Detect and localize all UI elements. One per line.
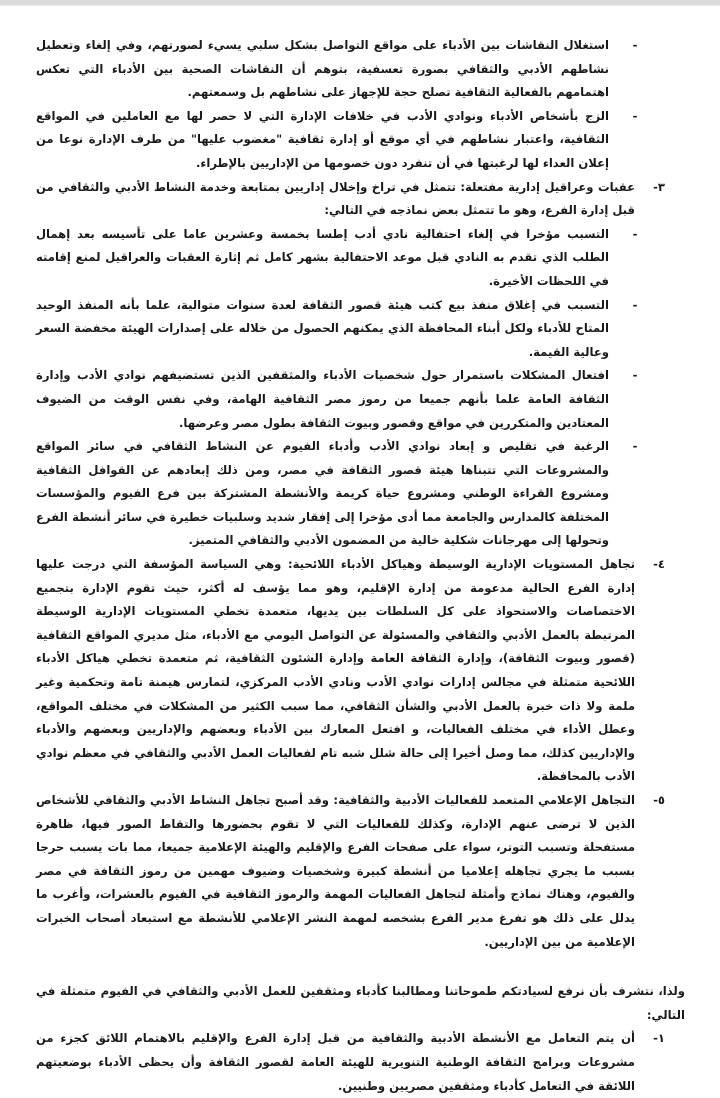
section-spacer [36, 954, 661, 980]
item-number: ١- [653, 1031, 665, 1046]
bullet-text: التسبب مؤخرا في إلغاء احتفالية نادي أدب إطسا بخمسة وعشرين عاما على تأسيسه بعد إهمال الطلب الذي تقدم به النادي قبل موعد الاحتفالية بشهر كامل ثم إثارة العقبات والعراقيل لمنع إقامته في اللحظات الأخيرة. [36, 226, 609, 288]
viewer-top-bar [0, 0, 720, 6]
numbered-text: عقبات وعراقيل إدارية مفتعلة: تتمثل في تراخ وإخلال إداريين بمتابعة وخدمة النشاط الأدبي والثقافي من قبل إدارة الفرع، وهو ما تتمثل بعض نماذجه في التالي: [36, 179, 635, 218]
numbered-text: التجاهل الإعلامي المتعمد للفعاليات الأدبية والثقافية: وقد أصبح تجاهل النشاط الأدبي والثقافي للأشخاص الذين لا ترضى عنهم الإدارة، وكذلك للفعاليات التي لا تقوم بحضورها والتقاط الصور فيها، ظاهرة مستفحلة وتسبب التوتر، سواء على صفحات الفرع والإقليم والهيئة الإعلامية جميعا، مما بات يسبب حرجا بسبب ما يجري تجاهله إعلاميا من أنشطة كبيرة وشخصيات وضيوف مهمين من رموز الثقافة في مصر والفيوم، وهناك نماذج وأمثلة لتجاهل الفعاليات المهمة والرموز الثقافية في الفيوم بالعشرات، وأغرب ما يدلل على ذلك هو تفرغ مدير الفرع بشخصه لمهمة النشر الإعلامي للأنشطة مع استبعاد أصحاب الخبرات الإعلامية من بين الإداريين. [36, 793, 635, 949]
document-page [36, 34, 685, 1098]
closing-intro: ولذا، نتشرف بأن نرفع لسيادتكم طموحاتنا ومطالبنا كأدباء ومثقفين للعمل الأدبي والثقافي في الفيوم متمثلة في التالي: [36, 984, 685, 1022]
bullet-text: استغلال النقاشات بين الأدباء على مواقع التواصل بشكل سلبي يسيء لصورتهم، وفي إلغاء وتعطيل نشاطهم الأدبي والثقافي بصورة تعسفية، بتوهم أن النقاشات الصحية بين الأدباء التي تعكس اهتمامهم بالفعالية الثقافية تصلح حجة للإجهاز على نشاطهم بل وسمعتهم. [36, 38, 609, 100]
numbered-item-5 [36, 789, 665, 954]
bullet-item [36, 223, 661, 294]
bullet-item [36, 435, 661, 553]
bullet-marker: - [632, 108, 638, 123]
bullet-text: الزج بأشخاص الأدباء ونوادي الأدب في خلافات الإدارة التي لا حصر لها مع العاملين في المواقع الثقافية، واعتبار نشاطهم في أي موقع أو إدارة ثقافية "مغضوب عليها" من طرف الإدارة نوعا من إعلان العداء لها لرغبتها في أن تنفرد دون خصومها من الإداريين بالإطراء. [36, 108, 609, 170]
bullet-text: الرغبة في تقليص و إبعاد نوادي الأدب وأدباء الفيوم عن النشاط الثقافي في سائر المواقع والمشروعات التي تتبناها هيئة قصور الثقافة في مصر، ومن ذلك إبعادهم عن القوافل الثقافية ومشروع القراءة الوطني ومشروع حياة كريمة والأنشطة المشتركة بين فرع الفيوم والمؤسسات المختلفة كالمدارس والجامعة مما أدى مؤخرا إلى إفقار شديد وسلبيات خطيرة في سائر أنشطة الفرع وتحولها إلى مهرجانات شكلية خالية من المضمون الأدبي والثقافي المتميز. [36, 439, 609, 548]
bullet-text: افتعال المشكلات باستمرار حول شخصيات الأدباء والمثقفين الذين تستضيفهم نوادي الأدب وإدارة الثقافة العامة علما بأنهم جميعا من رموز مصر الثقافية الهامة، وفي نفس الوقت من الضيوف المعتادين والمتكررين في مواقع وقصور وبيوت الثقافة بطول مصر وعرضها. [36, 368, 609, 430]
item-number: ٥- [653, 793, 665, 807]
item-number: ٣- [653, 179, 665, 194]
item-number: ٤- [653, 557, 665, 572]
bullet-marker: - [632, 226, 638, 241]
bullet-marker: - [632, 368, 638, 383]
numbered-text: تجاهل المستويات الإدارية الوسيطة وهياكل الأدباء اللائحية: وهي السياسة المؤسفة التي درجت عليها إدارة الفرع الحالية مدعومة من إدارة الإقليم، وهو مما يؤسف له أكثر، حيث تقوم الإدارة بتجميع الاختصاصات والاستحواذ على كل السلطات بين يديها، متعمدة تخطي المستويات الإدارية الوسيطة المرتبطة بالعمل الأدبي والثقافي والمسئولة عن التواصل اليومي مع الأدباء، مثل مديري المواقع الثقافية (قصور وبيوت الثقافة)، وإدارة الثقافة العامة وإدارة الشئون الثقافية، ثم متعمدة تخطي هياكل الأدباء اللائحية متمثلة في مجالس إدارات نوادي الأدب ونادي الأدب المركزي، لتمارس هيمنة تامة وتحكمية وغير ملمة ولا ذات خبرة بالعمل الأدبي والشأن الثقافي، مما سبب الكثير من المشكلات في مختلف المواقع، وعطل الأداء في مختلف الفعاليات، و افتعل المعارك بين الأدباء وبعضهم والإداريين وبعضهم والأدباء والإداريين كذلك، مما وصل أخيرا إلى حالة شلل شبه تام لفعاليات العمل الأدبي والثقافي في معظم نوادي الأدب بالمحافظة. [36, 557, 635, 784]
bullet-item [36, 294, 661, 365]
bullet-text: التسبب في إغلاق منفذ بيع كتب هيئة قصور الثقافة لعدة سنوات متوالية، علما بأنه المنفذ الوحيد المتاح للأدباء ولكل أبناء المحافظة الذي يمكنهم الحصول من خلاله على إصدارات الهيئة مخفضة السعر وعالية القيمة. [36, 297, 609, 359]
bullet-marker: - [632, 38, 638, 52]
numbered-item-3 [36, 176, 665, 223]
bullet-marker: - [632, 439, 638, 454]
bullet-item [36, 34, 661, 105]
demand-text: أن يتم التعامل مع الأنشطة الأدبية والثقافية من قبل إدارة الفرع والإقليم بالاهتمام اللائق كجزء من مشروعات وبرامج الثقافة الوطنية التنويرية للهيئة العامة لقصور الثقافة وأن يحظى الأدباء بوضعيتهم اللائقة في التعامل كأدباء ومثقفين مصريين وطنيين. [36, 1031, 635, 1093]
demand-item-1 [36, 1027, 665, 1098]
numbered-item-4 [36, 553, 665, 789]
bullet-item [36, 105, 661, 176]
bullet-item [36, 364, 661, 435]
bullet-marker: - [632, 297, 638, 312]
